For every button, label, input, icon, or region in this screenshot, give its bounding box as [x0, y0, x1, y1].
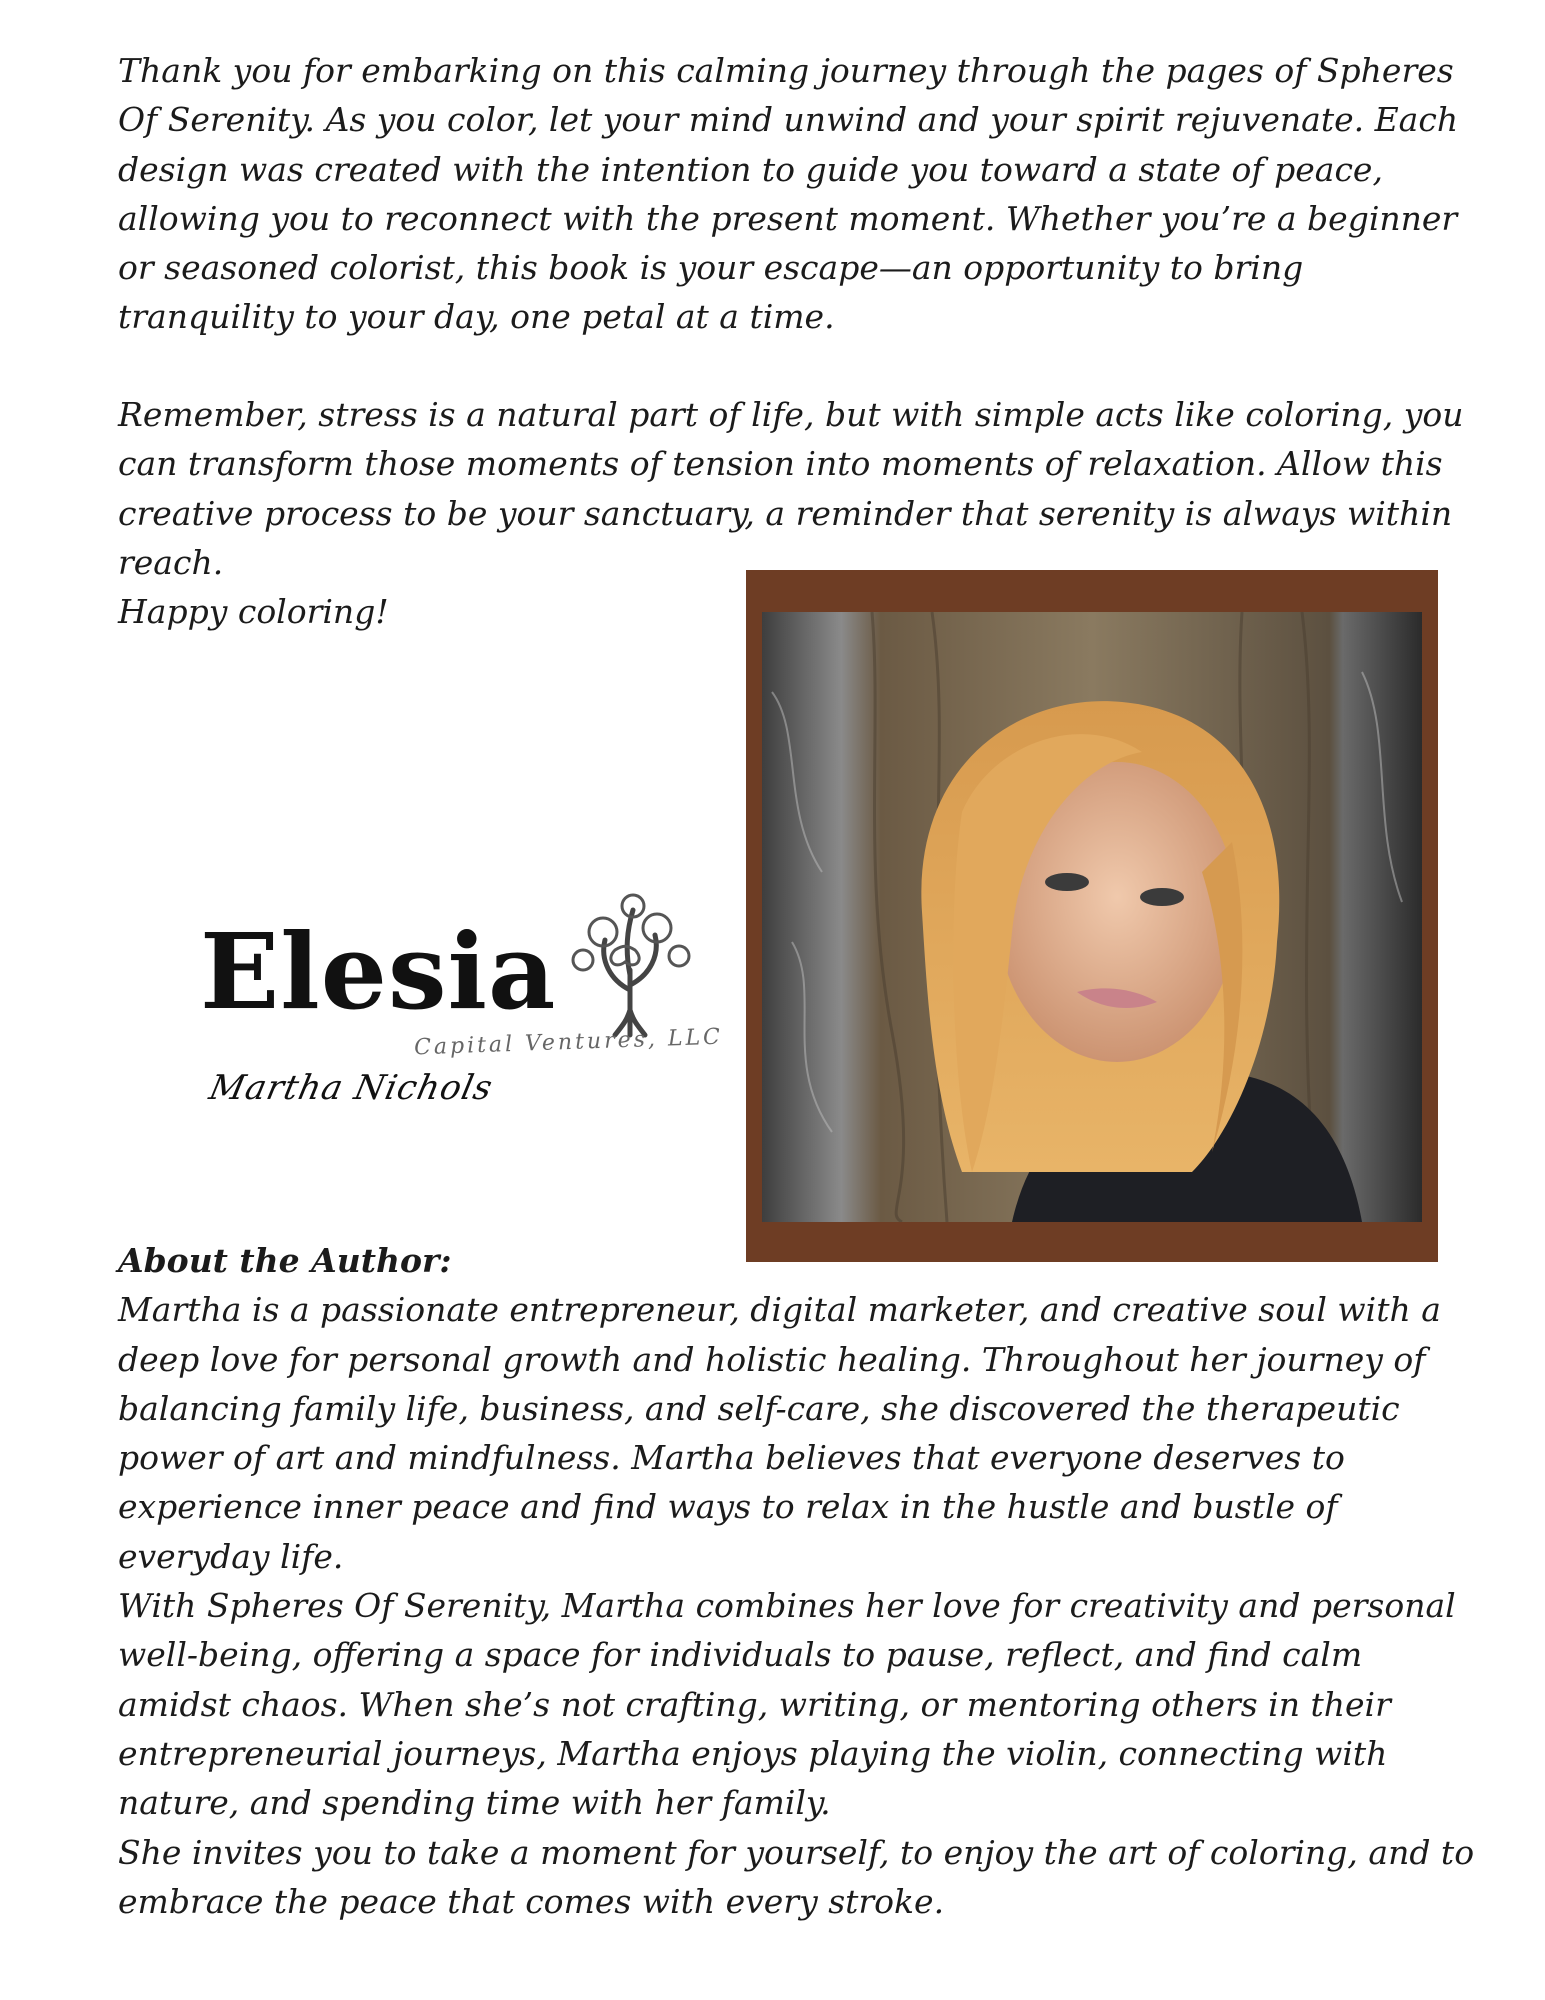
- closing-line: Happy coloring!: [118, 592, 389, 632]
- about-line: balancing family life, business, and self-care, she discovered the therapeutic: [118, 1388, 1400, 1428]
- about-line: nature, and spending time with her family.: [118, 1783, 831, 1823]
- about-line: everyday life.: [118, 1536, 344, 1576]
- logo-subtitle: Capital Ventures, LLC: [413, 1024, 724, 1061]
- intro-line: Thank you for embarking on this calming journey through the pages of Spheres: [118, 51, 1454, 90]
- reminder-line: can transform those moments of tension into moments of relaxation. Allow this: [118, 444, 1443, 484]
- intro-paragraph: [118, 46, 1459, 342]
- about-line: amidst chaos. When she’s not crafting, writing, or mentoring others in their: [118, 1684, 1391, 1724]
- author-photo-art: [762, 612, 1422, 1222]
- intro-line: or seasoned colorist, this book is your escape—an opportunity to bring: [118, 248, 1304, 288]
- about-line: Martha is a passionate entrepreneur, digital marketer, and creative soul with a: [118, 1290, 1441, 1330]
- reminder-line: Remember, stress is a natural part of life, but with simple acts like coloring, you: [118, 395, 1464, 434]
- about-heading: About the Author:: [118, 1241, 452, 1280]
- about-line: embrace the peace that comes with every stroke.: [118, 1881, 945, 1921]
- intro-line: Of Serenity. As you color, let your mind unwind and your spirit rejuvenate. Each: [118, 100, 1459, 140]
- photo-frame: [746, 570, 1438, 1262]
- about-line: power of art and mindfulness. Martha believes that everyone deserves to: [118, 1438, 1345, 1478]
- about-line: experience inner peace and find ways to relax in the hustle and bustle of: [118, 1487, 1338, 1527]
- signature: Martha Nichols: [205, 1068, 497, 1108]
- about-line: She invites you to take a moment for yourself, to enjoy the art of coloring, and to: [118, 1832, 1475, 1872]
- about-section: [118, 1236, 1475, 1926]
- reminder-line: reach.: [118, 542, 224, 582]
- tree-icon: [555, 890, 705, 1040]
- about-line: entrepreneurial journeys, Martha enjoys playing the violin, connecting with: [118, 1733, 1388, 1773]
- about-line: well-being, offering a space for individuals to pause, reflect, and find calm: [118, 1635, 1363, 1675]
- intro-line: design was created with the intention to guide you toward a state of peace,: [118, 149, 1383, 189]
- intro-line: allowing you to reconnect with the present moment. Whether you’re a beginner: [118, 198, 1458, 238]
- brand-logo: [190, 890, 730, 1120]
- about-line: With Spheres Of Serenity, Martha combines her love for creativity and personal: [118, 1586, 1456, 1626]
- reminder-line: creative process to be your sanctuary, a reminder that serenity is always within: [118, 493, 1453, 533]
- author-photo: [762, 612, 1422, 1222]
- logo-wordmark: Elesia: [200, 910, 557, 1033]
- about-line: deep love for personal growth and holistic healing. Throughout her journey of: [118, 1339, 1426, 1379]
- intro-line: tranquility to your day, one petal at a time.: [118, 297, 835, 337]
